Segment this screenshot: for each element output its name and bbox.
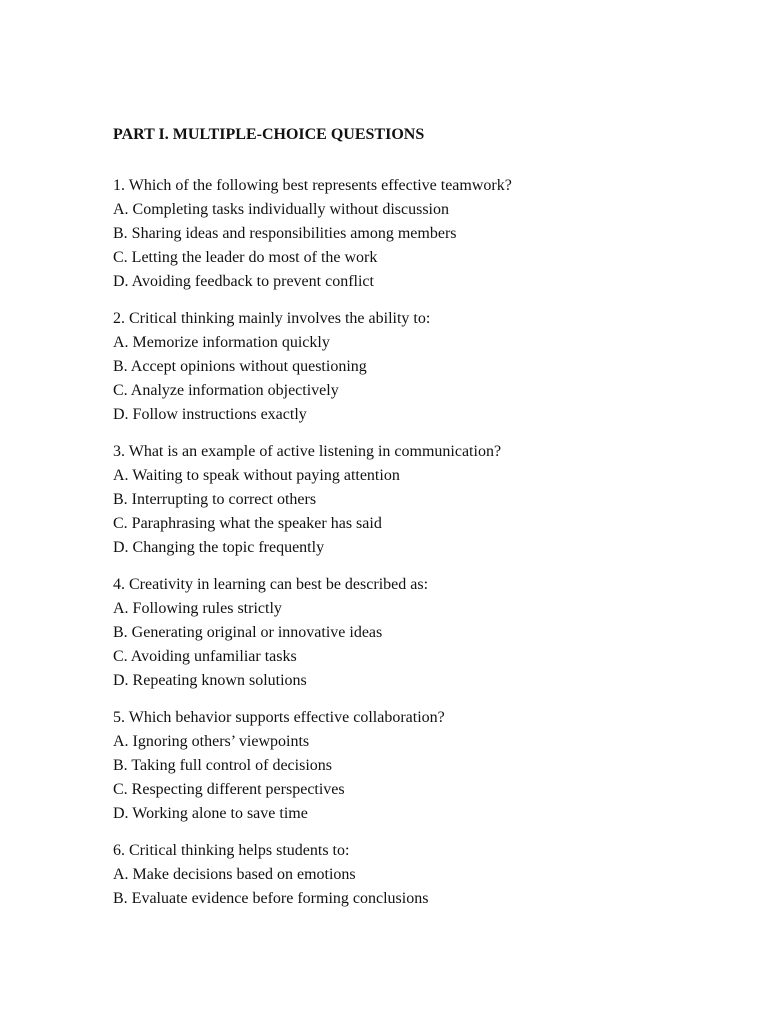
answer-option-c: C. Paraphrasing what the speaker has said	[113, 515, 382, 532]
answer-option-c: C. Respecting different perspectives	[113, 781, 345, 798]
question-stem: 3. What is an example of active listening in communication?	[113, 443, 502, 460]
question-stem: 4. Creativity in learning can best be described as:	[113, 576, 429, 593]
answer-option-b: B. Generating original or innovative ideas	[113, 624, 383, 641]
question-stem: 5. Which behavior supports effective collaboration?	[113, 709, 445, 726]
answer-option-a: A. Completing tasks individually without discussion	[113, 201, 449, 218]
question-2	[113, 307, 733, 427]
answer-option-c: C. Letting the leader do most of the work	[113, 249, 378, 266]
answer-option-b: B. Taking full control of decisions	[113, 757, 332, 774]
question-6	[113, 839, 733, 911]
question-stem: 2. Critical thinking mainly involves the ability to:	[113, 310, 431, 327]
answer-option-b: B. Sharing ideas and responsibilities among members	[113, 225, 457, 242]
answer-option-d: D. Follow instructions exactly	[113, 406, 307, 423]
answer-option-d: D. Changing the topic frequently	[113, 539, 325, 556]
answer-option-c: C. Avoiding unfamiliar tasks	[113, 648, 297, 665]
answer-option-b: B. Evaluate evidence before forming conclusions	[113, 890, 429, 907]
document-page	[113, 124, 733, 924]
answer-option-d: D. Avoiding feedback to prevent conflict	[113, 273, 374, 290]
question-5	[113, 706, 733, 826]
question-3	[113, 440, 733, 560]
question-1	[113, 174, 733, 294]
answer-option-a: A. Memorize information quickly	[113, 334, 330, 351]
answer-option-a: A. Waiting to speak without paying attention	[113, 467, 400, 484]
answer-option-d: D. Working alone to save time	[113, 805, 308, 822]
answer-option-b: B. Accept opinions without questioning	[113, 358, 367, 375]
question-stem: 1. Which of the following best represents effective teamwork?	[113, 177, 512, 194]
answer-option-c: C. Analyze information objectively	[113, 382, 339, 399]
answer-option-b: B. Interrupting to correct others	[113, 491, 317, 508]
answer-option-a: A. Ignoring others’ viewpoints	[113, 733, 310, 750]
part-title: PART I. MULTIPLE-CHOICE QUESTIONS	[113, 126, 425, 143]
answer-option-a: A. Make decisions based on emotions	[113, 866, 356, 883]
answer-option-a: A. Following rules strictly	[113, 600, 282, 617]
question-4	[113, 573, 733, 693]
answer-option-d: D. Repeating known solutions	[113, 672, 307, 689]
question-stem: 6. Critical thinking helps students to:	[113, 842, 350, 859]
